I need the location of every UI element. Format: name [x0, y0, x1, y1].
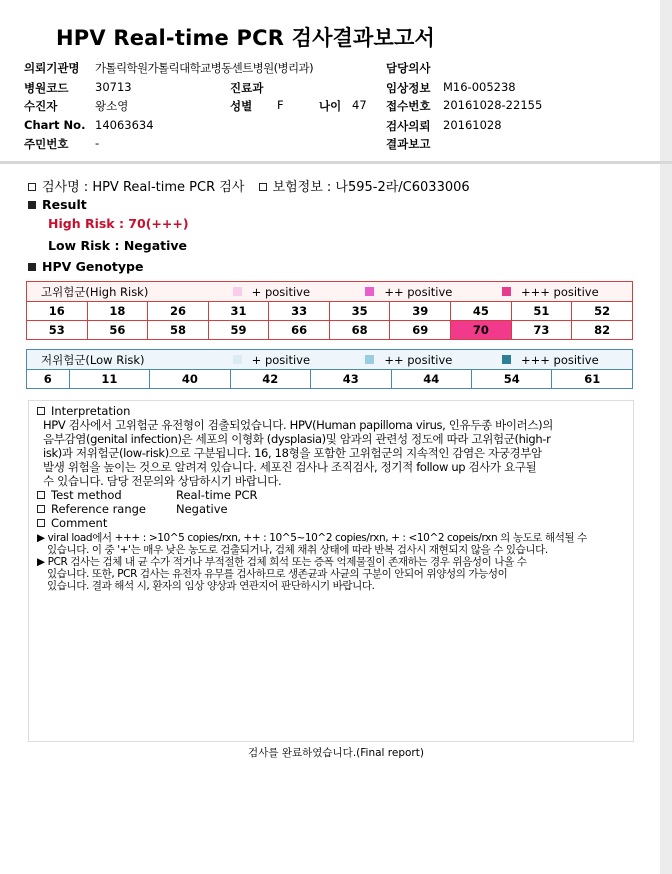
report-title: HPV Real-time PCR 검사결과보고서	[56, 26, 435, 50]
high-risk-table	[26, 281, 633, 340]
bullet-icon	[37, 491, 45, 499]
plusplus-legend-label: ++ positive	[384, 352, 453, 367]
request-label: 검사의뢰	[386, 119, 431, 133]
plus-legend-swatch	[233, 287, 242, 296]
receipt-value: 20161028-22155	[443, 98, 543, 112]
genotype-cell-40: 40	[150, 370, 230, 389]
patient-value: 왕소영	[95, 99, 129, 113]
plusplus-legend-swatch	[365, 355, 374, 364]
genotype-cell-11: 11	[69, 370, 149, 389]
plusplus-legend-label: ++ positive	[384, 284, 453, 299]
low-risk-row	[27, 370, 633, 389]
age-value: 47	[352, 98, 367, 112]
genotype-heading: HPV Genotype	[28, 259, 143, 274]
interpretation-line: 수 있습니다. 담당 전문의와 상담하시기 바랍니다.	[43, 474, 282, 488]
low-risk-result: Low Risk : Negative	[48, 238, 188, 253]
plusplus-legend-swatch	[365, 287, 374, 296]
high-risk-row	[27, 302, 633, 321]
institution-value: 가톨릭학원가톨릭대학교병동센트병원(병리과)	[95, 61, 313, 75]
test-method-row: Test method Real-time PCR	[37, 489, 258, 503]
comment-line: 있습니다. 또한, PCR 검사는 유전자 유무를 검사하므로 생존균과 사균의 구분이 안되어 위양성의 가능성이	[47, 568, 508, 580]
genotype-cell-53: 53	[27, 321, 88, 340]
patient-label: 수진자	[24, 99, 58, 113]
clinical-label: 임상정보	[386, 81, 431, 95]
final-report-status: 검사를 완료하였습니다.(Final report)	[248, 747, 424, 759]
genotype-cell-68: 68	[329, 321, 390, 340]
genotype-cell-52: 52	[572, 302, 633, 321]
test-info-line	[28, 176, 470, 195]
request-value: 20161028	[443, 118, 502, 132]
reference-range-row: Reference range Negative	[37, 503, 228, 517]
genotype-cell-82: 82	[572, 321, 633, 340]
plusplusplus-legend-swatch	[502, 287, 511, 296]
genotype-cell-70: 70	[451, 321, 512, 340]
bullet-icon	[37, 407, 45, 415]
genotype-cell-35: 35	[329, 302, 390, 321]
plusplusplus-legend-swatch	[502, 355, 511, 364]
plus-legend-label: + positive	[251, 284, 311, 299]
genotype-cell-61: 61	[552, 370, 633, 389]
genotype-cell-51: 51	[511, 302, 572, 321]
header-separator	[0, 161, 672, 164]
chart-value: 14063634	[95, 118, 154, 132]
genotype-cell-44: 44	[391, 370, 471, 389]
square-icon	[28, 263, 36, 271]
genotype-cell-56: 56	[87, 321, 148, 340]
comment-heading: Comment	[37, 517, 107, 531]
low-risk-table	[26, 349, 633, 389]
plus-legend-swatch	[233, 355, 242, 364]
chart-label: Chart No.	[24, 118, 86, 132]
low-risk-label: 저위험군(Low Risk)	[41, 352, 145, 367]
genotype-cell-66: 66	[269, 321, 330, 340]
genotype-cell-18: 18	[87, 302, 148, 321]
hospcode-value: 30713	[95, 80, 132, 94]
genotype-cell-69: 69	[390, 321, 451, 340]
clinical-value: M16-005238	[443, 80, 516, 94]
interpretation-line: 음부감염(genital infection)은 세포의 이형화 (dysplasia)및 암과의 관련성 정도에 따라 고위험군(high-r	[43, 432, 551, 446]
plusplusplus-legend-label: +++ positive	[520, 352, 599, 367]
report-label: 결과보고	[386, 137, 431, 151]
bullet-icon	[28, 183, 36, 191]
plusplusplus-legend-label: +++ positive	[520, 284, 599, 299]
bullet-icon	[37, 505, 45, 513]
age-label: 나이	[319, 99, 342, 113]
high-risk-row	[27, 321, 633, 340]
plus-legend-label: + positive	[251, 352, 311, 367]
comment-line: 있습니다. 이 중 '+'는 매우 낮은 농도로 검출되거나, 검체 채취 상태에 따라 반복 검사시 재현되지 않을 수 있습니다.	[47, 544, 548, 556]
hospcode-label: 병원코드	[24, 81, 69, 95]
sex-value: F	[277, 98, 284, 112]
doctor-label: 담당의사	[386, 61, 431, 75]
genotype-cell-43: 43	[311, 370, 391, 389]
institution-label: 의뢰기관명	[24, 61, 80, 75]
genotype-cell-33: 33	[269, 302, 330, 321]
genotype-cell-73: 73	[511, 321, 572, 340]
comment-line: ▶ PCR 검사는 검체 내 균 수가 적거나 부적절한 검체 희석 또는 증폭 억제물질이 존재하는 경우 위음성이 나올 수	[37, 556, 527, 568]
interpretation-line: 발생 위험을 높이는 것으로 알려져 있습니다. 세포진 검사나 조직검사, 정기적 follow up 검사가 요구될	[43, 460, 537, 474]
high-risk-label: 고위험군(High Risk)	[41, 284, 149, 299]
interpretation-box	[28, 400, 634, 742]
receipt-label: 접수번호	[386, 99, 431, 113]
genotype-cell-42: 42	[230, 370, 310, 389]
genotype-cell-26: 26	[148, 302, 209, 321]
genotype-cell-45: 45	[451, 302, 512, 321]
bullet-icon	[259, 183, 267, 191]
dept-label: 진료과	[230, 81, 264, 95]
genotype-cell-39: 39	[390, 302, 451, 321]
genotype-cell-54: 54	[471, 370, 551, 389]
genotype-cell-59: 59	[208, 321, 269, 340]
result-heading: Result	[28, 197, 87, 212]
interpretation-line: isk)과 저위험군(low-risk)으로 구분됩니다. 16, 18형을 포함한 고위험군의 지속적인 감염은 자궁경부암	[43, 446, 542, 460]
genotype-cell-6: 6	[27, 370, 70, 389]
high-risk-result: High Risk : 70(+++)	[48, 216, 189, 231]
id-label: 주민번호	[24, 137, 69, 151]
interpretation-line: HPV 검사에서 고위험군 유전형이 검출되었습니다. HPV(Human papilloma virus, 인유두종 바이러스)의	[43, 418, 554, 432]
sex-label: 성별	[230, 99, 253, 113]
genotype-cell-31: 31	[208, 302, 269, 321]
interpretation-heading: Interpretation	[37, 405, 130, 419]
insurance-info: 보험정보 : 나595-2라/C6033006	[272, 180, 470, 195]
bullet-icon	[37, 519, 45, 527]
square-icon	[28, 201, 36, 209]
id-value: -	[95, 136, 100, 150]
comment-line: ▶ viral load에서 +++ : >10^5 copies/rxn, ++ : 10^5~10^2 copies/rxn, + : <10^2 copeis/rxn 의 농도로 해석될 수	[37, 532, 587, 544]
comment-line: 있습니다. 결과 해석 시, 환자의 임상 양상과 연관지어 판단하시기 바랍니다.	[47, 580, 375, 592]
genotype-cell-16: 16	[27, 302, 88, 321]
genotype-cell-58: 58	[148, 321, 209, 340]
test-name: 검사명 : HPV Real-time PCR 검사	[42, 180, 245, 195]
